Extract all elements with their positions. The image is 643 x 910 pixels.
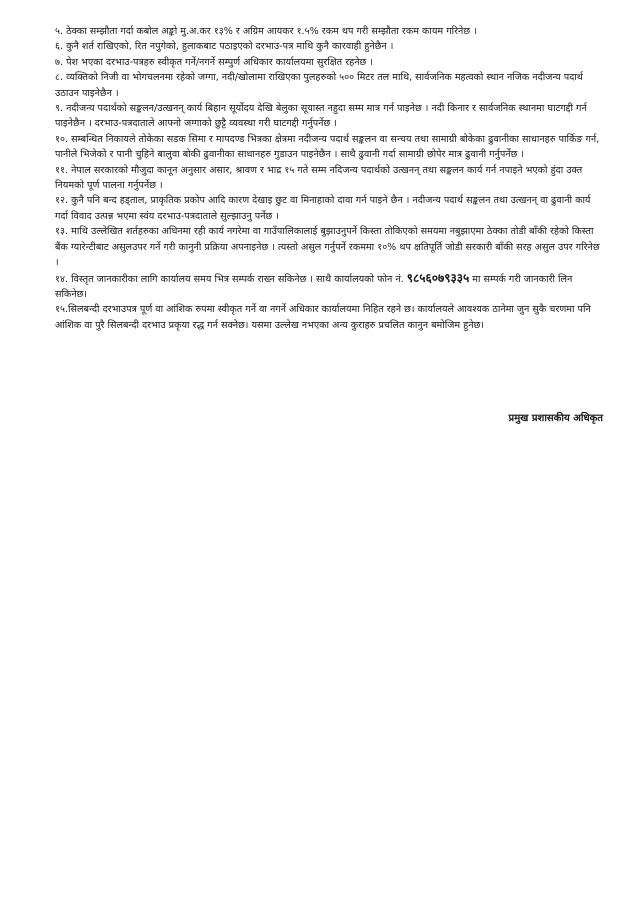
clause-10: १०. सम्बन्धित निकायले तोकेका सडक सिमा र मापदण्ड भित्रका क्षेत्रमा नदीजन्य पदार्थ सङ्कलन वा सन्चय तथा सामाग्री बोकेका ढुवानीका साधानहरु पार्किङ गर्न, पानीले भिजेको र पानी चुहिने बालुवा बोकी ढुवानीका साधानहरु गुडाउन पाइनेछैन । साथै ढुवानी गर्दा सामाग्री छोपेर मात्र ढुवानी गर्नुपर्नेछ । bbox=[55, 133, 600, 161]
clause-12: १२. कुनै पनि बन्द हड्ताल, प्राकृतिक प्रकोप आदि कारण देखाइ छुट वा मिनाहाको दावा गर्न पाइने छैन । नदीजन्य पदार्थ सङ्कलन तथा उत्खनन् वा ढुवानी कार्य गर्दा विवाद उत्पन्न भएमा स्वंय दरभाउ-पत्रदाताले सुल्झाउनु पर्नेछ । bbox=[55, 195, 591, 222]
clause-13: १३. माथि उल्लेखित शर्तहरुका अधिनमा रही कार्य नगरेमा वा गाउँपालिकालाई बुझाउनुपर्ने किस्ता तोकिएको समयमा नबुझाएमा ठेक्का तोडी बाँकी रहेको किस्ता बैंक ग्यारेन्टीबाट असुलउपर गर्ने गरी कानुनी प्रक्रिया अपनाइनेछ । त्यस्तो असुल गर्नुपर्ने रकममा १०% थप क्षतिपूर्ति जोडी सरकारी बाँकी सरह असुल उपर गरिनेछ । bbox=[55, 226, 600, 269]
clause-9: ९. नदीजन्य पदार्थको सङ्कलन/उत्खनन् कार्य बिहान सूर्योदय देखि बेलुका सूयास्त नहुदा सम्म मात्र गर्न पाइनेछ । नदी किनार र सार्वजनिक स्थानमा घाटगद्दी गर्न पाइनेछैन । दरभाउ-पत्रदाताले आफ्नो जग्गाको छुट्टै व्यवस्था गरी घाटगद्दी गर्नुपर्नेछ । bbox=[55, 103, 587, 130]
clause-6: ६. कुनै शर्त राखिएको, रित नपुगेको, हुलाकबाट पठाइएको दरभाउ-पत्र माथि कुनै कारवाही हुनेछैन । bbox=[55, 41, 394, 53]
clause-7: ७. पेश भएका दरभाउ-पत्रहरु स्वीकृत गर्ने/नगर्ने सम्पुर्ण अधिकार कार्यालयमा सुरक्षित रहनेछ । bbox=[55, 56, 373, 68]
clause-14-text: १४. विस्तृत जानकारीका लागि कार्यालय समय भित्र सम्पर्क राख्न सकिनेछ । साथै कार्यालयको फोन नं. bbox=[55, 273, 404, 285]
clause-14 bbox=[55, 271, 603, 303]
clause-11: ११. नेपाल सरकारको मौजुदा कानून अनुसार असार, श्रावण र भाद्र १५ गते सम्म नदिजन्य पदार्थको उत्खनन् तथा सङ्कलन कार्य गर्न नपाइने भएको हुंदा उक्त नियमको पूर्ण पालना गर्नुपर्नेछ । bbox=[55, 164, 583, 192]
clause-15: १५.सिलबन्दी दरभाउपत्र पूर्ण वा आंशिक रुपमा स्वीकृत गर्ने वा नगर्ने अधिकार कार्यालयमा निहित रहने छ। कार्यालयले आवश्यक ठानेमा जुन सुकै चरणमा पनि आंशिक वा पुरै सिलबन्दी दरभाउ प्रकृया रद्ध गर्न सक्नेछ। यसमा उल्लेख नभएका अन्य कुराहरु प्रचलित कानुन बमोजिम हुनेछ। bbox=[55, 304, 591, 331]
clause-14-text-after: मा सम्पर्क गरी जानकारी लिन सकिनेछ। bbox=[55, 273, 573, 300]
office-phone-number: ९८५६०७९३३५ bbox=[406, 270, 470, 285]
clause-8: ८. व्यक्तिको निजी वा भोगचलनमा रहेको जग्गा, नदी/खोलामा राखिएका पुलहरुको ५०० मिटर तल माथि, सार्वजनिक महत्वको स्थान नजिक नदीजन्य पदार्थ उठाउन पाइनेछैन । bbox=[55, 72, 583, 99]
clause-5: ५. ठेक्का सम्झौता गर्दा कबोल अङ्को मु.अ.कर १३% र अग्रिम आयकर १.५% रकम थप गरी सम्झौता रकम कायम गरिनेछ । bbox=[55, 26, 477, 37]
document-body bbox=[55, 24, 603, 333]
signature-title: प्रमुख प्रशासकीय अधिकृत bbox=[508, 413, 603, 424]
